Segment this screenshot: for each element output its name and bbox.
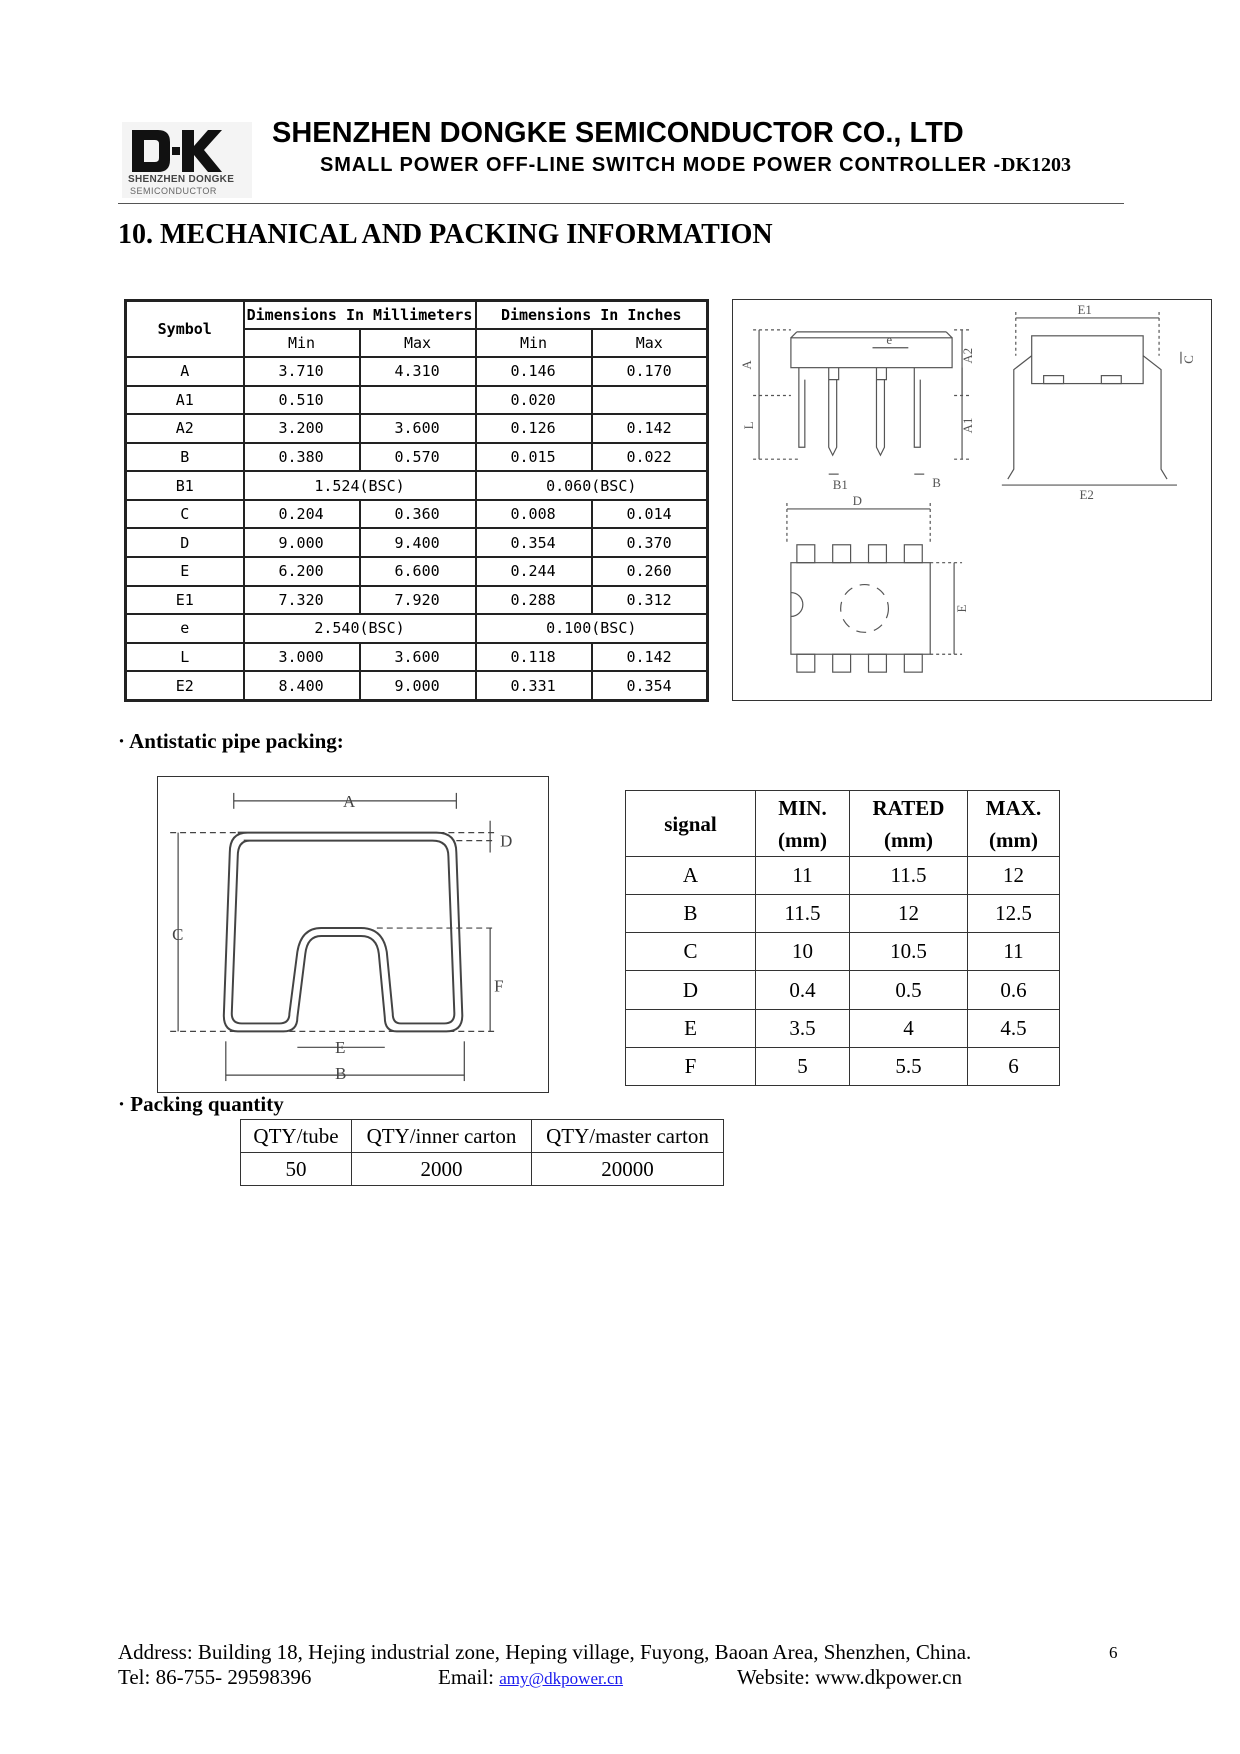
label-E2: E2	[1079, 487, 1094, 503]
table-row	[626, 1047, 1060, 1085]
cell-signal: F	[626, 1047, 756, 1085]
footer-tel: Tel: 86-755- 29598396	[118, 1665, 312, 1689]
label-E1: E1	[1077, 301, 1092, 317]
cell-mm-max: 9.000	[360, 671, 476, 700]
header-qty-inner: QTY/inner carton	[352, 1120, 532, 1153]
table-row	[241, 1153, 724, 1186]
cell-signal: E	[626, 1009, 756, 1047]
document-subtitle	[320, 154, 1071, 177]
tube-label-B: B	[335, 1064, 347, 1084]
cell-in-max: 0.370	[592, 528, 708, 557]
cell-symbol: A1	[126, 386, 244, 415]
cell-in-max	[592, 386, 708, 415]
header-symbol: Symbol	[126, 301, 244, 358]
cell-min: 0.4	[756, 971, 850, 1009]
cell-mm-max: 9.400	[360, 528, 476, 557]
cell-in-min: 0.244	[476, 557, 592, 586]
table-row	[126, 671, 708, 700]
tube-label-D: D	[500, 831, 513, 851]
cell-in-max: 0.142	[592, 414, 708, 443]
cell-rated: 10.5	[850, 933, 968, 971]
cell-max: 0.6	[968, 971, 1060, 1009]
cell-mm-max: 0.360	[360, 500, 476, 529]
cell-symbol: E1	[126, 586, 244, 615]
cell-symbol: L	[126, 643, 244, 672]
cell-symbol: B	[126, 443, 244, 472]
table-row	[126, 557, 708, 586]
cell-in-max: 0.014	[592, 500, 708, 529]
cell-max: 6	[968, 1047, 1060, 1085]
cell-symbol: E2	[126, 671, 244, 700]
cell-mm-bsc: 1.524(BSC)	[244, 471, 476, 500]
header-in-min: Min	[476, 329, 592, 357]
cell-min: 11	[756, 857, 850, 895]
tube-outer-profile	[224, 833, 462, 1032]
cell-mm-min: 8.400	[244, 671, 360, 700]
table-row	[626, 1009, 1060, 1047]
cell-symbol: e	[126, 614, 244, 643]
label-E: E	[954, 604, 970, 613]
cell-mm-min: 3.000	[244, 643, 360, 672]
cell-rated: 11.5	[850, 857, 968, 895]
logo-text-line1: SHENZHEN DONGKE	[128, 174, 235, 185]
footer-website: Website: www.dkpower.cn	[737, 1665, 962, 1689]
table-row	[126, 586, 708, 615]
table-row	[626, 933, 1060, 971]
label-B: B	[932, 475, 941, 491]
tube-label-E: E	[335, 1038, 346, 1058]
cell-in-min: 0.015	[476, 443, 592, 472]
table-row	[626, 857, 1060, 895]
table-row	[126, 614, 708, 643]
end-view-body	[1032, 336, 1143, 384]
table-row	[126, 357, 708, 386]
header-rated	[850, 791, 968, 857]
cell-mm-min: 0.204	[244, 500, 360, 529]
table-row	[626, 971, 1060, 1009]
header-min-unit: (mm)	[778, 827, 827, 852]
cell-max: 4.5	[968, 1009, 1060, 1047]
cell-in-min: 0.008	[476, 500, 592, 529]
table-row	[626, 895, 1060, 933]
label-A2: A2	[960, 347, 975, 364]
cell-in-max: 0.260	[592, 557, 708, 586]
cell-in-min: 0.126	[476, 414, 592, 443]
cell-max: 12.5	[968, 895, 1060, 933]
packing-quantity-heading: · Packing quantity	[118, 1092, 284, 1116]
header-signal: signal	[626, 791, 756, 857]
cell-mm-min: 9.000	[244, 528, 360, 557]
header-mm-min: Min	[244, 329, 360, 357]
table-row	[126, 471, 708, 500]
cell-symbol: B1	[126, 471, 244, 500]
cell-rated: 12	[850, 895, 968, 933]
cell-min: 3.5	[756, 1009, 850, 1047]
cell-rated: 4	[850, 1009, 968, 1047]
tube-label-A: A	[343, 791, 356, 811]
antistatic-tube-drawing	[157, 776, 549, 1093]
header-rated-label: RATED	[872, 795, 945, 820]
header-max-unit: (mm)	[989, 827, 1038, 852]
header-max	[968, 791, 1060, 857]
email-label: Email:	[438, 1665, 500, 1689]
cell-signal: A	[626, 857, 756, 895]
package-outline-drawing	[732, 299, 1212, 701]
footer-email	[438, 1665, 623, 1690]
cell-qty-tube: 50	[241, 1153, 352, 1186]
header-min-label: MIN.	[778, 795, 827, 820]
header-qty-master: QTY/master carton	[532, 1120, 724, 1153]
label-C: C	[1180, 355, 1196, 364]
cell-mm-max: 6.600	[360, 557, 476, 586]
tube-inner-profile	[232, 841, 455, 1024]
label-e: e	[886, 331, 893, 347]
label-B1: B1	[832, 477, 848, 493]
tube-dimension-table	[625, 790, 1060, 1086]
label-D: D	[852, 492, 862, 508]
cell-in-min: 0.288	[476, 586, 592, 615]
table-row	[126, 643, 708, 672]
cell-mm-min: 0.510	[244, 386, 360, 415]
cell-mm-max	[360, 386, 476, 415]
cell-rated: 0.5	[850, 971, 968, 1009]
cell-signal: D	[626, 971, 756, 1009]
label-L: L	[741, 421, 757, 430]
cell-mm-min: 3.200	[244, 414, 360, 443]
cell-symbol: D	[126, 528, 244, 557]
cell-mm-max: 7.920	[360, 586, 476, 615]
table-row	[241, 1120, 724, 1153]
page-number: 6	[1109, 1643, 1118, 1662]
cell-in-bsc: 0.060(BSC)	[476, 471, 708, 500]
label-A1: A1	[960, 417, 975, 434]
cell-max: 12	[968, 857, 1060, 895]
cell-symbol: A	[126, 357, 244, 386]
cell-in-max: 0.312	[592, 586, 708, 615]
cell-min: 5	[756, 1047, 850, 1085]
cell-in-bsc: 0.100(BSC)	[476, 614, 708, 643]
cell-mm-max: 3.600	[360, 643, 476, 672]
cell-mm-max: 4.310	[360, 357, 476, 386]
cell-mm-min: 3.710	[244, 357, 360, 386]
label-A: A	[739, 360, 755, 370]
cell-signal: C	[626, 933, 756, 971]
cell-in-min: 0.118	[476, 643, 592, 672]
cell-in-max: 0.142	[592, 643, 708, 672]
cell-mm-max: 3.600	[360, 414, 476, 443]
table-row	[126, 386, 708, 415]
cell-in-min: 0.020	[476, 386, 592, 415]
cell-in-max: 0.354	[592, 671, 708, 700]
cell-in-max: 0.170	[592, 357, 708, 386]
header-mm: Dimensions In Millimeters	[244, 301, 476, 330]
cell-in-min: 0.354	[476, 528, 592, 557]
cell-mm-max: 0.570	[360, 443, 476, 472]
header-divider	[118, 203, 1124, 204]
top-view-body	[791, 563, 930, 655]
table-row	[126, 528, 708, 557]
tube-label-F: F	[494, 976, 504, 996]
cell-symbol: E	[126, 557, 244, 586]
cell-rated: 5.5	[850, 1047, 968, 1085]
cell-min: 11.5	[756, 895, 850, 933]
company-name: SHENZHEN DONGKE SEMICONDUCTOR CO., LTD	[272, 117, 964, 149]
header-qty-tube: QTY/tube	[241, 1120, 352, 1153]
section-title: 10. MECHANICAL AND PACKING INFORMATION	[118, 219, 773, 250]
footer-address: Address: Building 18, Hejing industrial zone, Heping village, Fuyong, Baoan Area, Shenzhen, China.	[118, 1640, 972, 1664]
antistatic-heading: · Antistatic pipe packing:	[118, 729, 344, 753]
header-max-label: MAX.	[985, 795, 1042, 820]
cell-qty-master: 20000	[532, 1153, 724, 1186]
cell-mm-min: 7.320	[244, 586, 360, 615]
cell-in-min: 0.331	[476, 671, 592, 700]
table-row	[126, 500, 708, 529]
table-row	[126, 443, 708, 472]
table-row	[126, 414, 708, 443]
header-mm-max: Max	[360, 329, 476, 357]
subtitle-text: SMALL POWER OFF-LINE SWITCH MODE POWER CONTROLLER -	[320, 154, 1002, 176]
cell-qty-inner: 2000	[352, 1153, 532, 1186]
cell-symbol: C	[126, 500, 244, 529]
header-rated-unit: (mm)	[884, 827, 933, 852]
cell-in-max: 0.022	[592, 443, 708, 472]
header-min	[756, 791, 850, 857]
packing-quantity-table	[240, 1119, 724, 1186]
header-in: Dimensions In Inches	[476, 301, 708, 330]
cell-mm-min: 6.200	[244, 557, 360, 586]
cell-in-min: 0.146	[476, 357, 592, 386]
tube-label-C: C	[172, 924, 184, 944]
part-number: DK1203	[1001, 154, 1072, 176]
logo-text-line2: SEMICONDUCTOR	[130, 186, 217, 196]
cell-min: 10	[756, 933, 850, 971]
cell-mm-bsc: 2.540(BSC)	[244, 614, 476, 643]
cell-mm-min: 0.380	[244, 443, 360, 472]
email-link[interactable]: amy@dkpower.cn	[499, 1669, 624, 1688]
header-in-max: Max	[592, 329, 708, 357]
side-view-body	[791, 338, 952, 368]
cell-signal: B	[626, 895, 756, 933]
cell-symbol: A2	[126, 414, 244, 443]
cell-max: 11	[968, 933, 1060, 971]
dimension-table	[124, 299, 709, 702]
